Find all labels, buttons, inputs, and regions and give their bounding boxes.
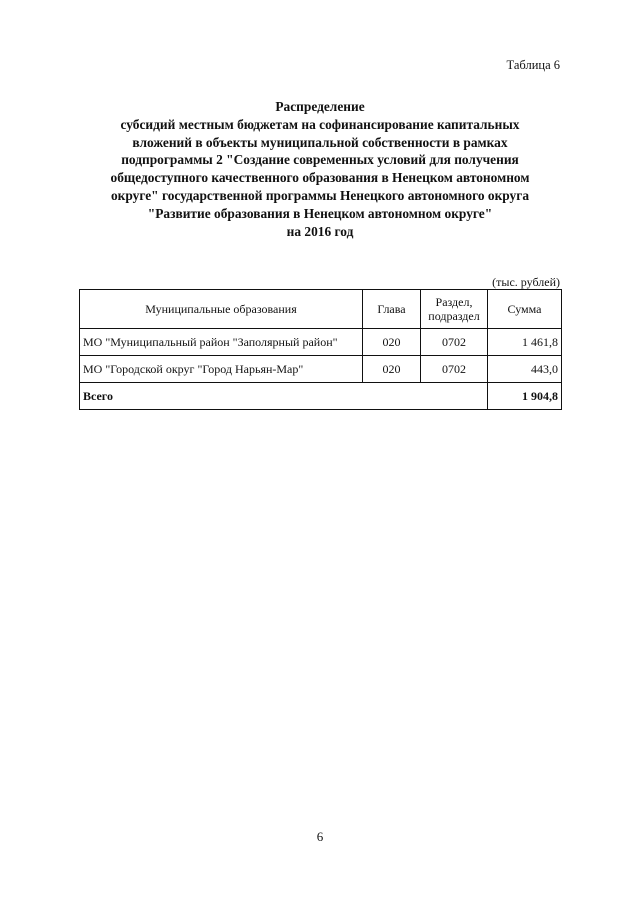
cell-amount: 443,0 <box>488 356 562 383</box>
title-line: общедоступного качественного образования в Ненецком автономном <box>110 170 530 186</box>
title-line: на 2016 год <box>286 223 354 239</box>
header-section <box>421 290 488 329</box>
header-amount: Сумма <box>488 290 562 329</box>
table-label: Таблица 6 <box>506 58 560 72</box>
total-label: Всего <box>80 383 488 410</box>
cell-chapter: 020 <box>363 329 421 356</box>
table-row <box>80 329 562 356</box>
title-line: "Развитие образования в Ненецком автономном округе" <box>147 205 493 221</box>
document-title <box>80 98 560 240</box>
header-section-line1: Раздел, <box>435 295 473 309</box>
title-line: подпрограммы 2 "Создание современных условий для получения <box>121 152 519 168</box>
cell-municipality: МО "Городской округ "Город Нарьян-Мар" <box>80 356 363 383</box>
cell-municipality: МО "Муниципальный район "Заполярный район" <box>80 329 363 356</box>
table-total-row <box>80 383 562 410</box>
total-amount: 1 904,8 <box>488 383 562 410</box>
title-line: вложений в объекты муниципальной собственности в рамках <box>132 134 508 150</box>
page-number: 6 <box>316 829 324 844</box>
cell-chapter: 020 <box>363 356 421 383</box>
header-chapter: Глава <box>363 290 421 329</box>
cell-amount: 1 461,8 <box>488 329 562 356</box>
header-section-line2: подраздел <box>428 309 480 323</box>
cell-section: 0702 <box>421 329 488 356</box>
table-row <box>80 356 562 383</box>
title-line: субсидий местным бюджетам на софинансирование капитальных <box>120 116 520 132</box>
cell-section: 0702 <box>421 356 488 383</box>
title-line: округе" государственной программы Ненецкого автономного округа <box>110 187 530 203</box>
subsidy-distribution-table <box>79 289 562 410</box>
units-note: (тыс. рублей) <box>492 275 560 289</box>
header-municipality: Муниципальные образования <box>80 290 363 329</box>
table-header-row <box>80 290 562 329</box>
title-line: Распределение <box>275 99 365 114</box>
